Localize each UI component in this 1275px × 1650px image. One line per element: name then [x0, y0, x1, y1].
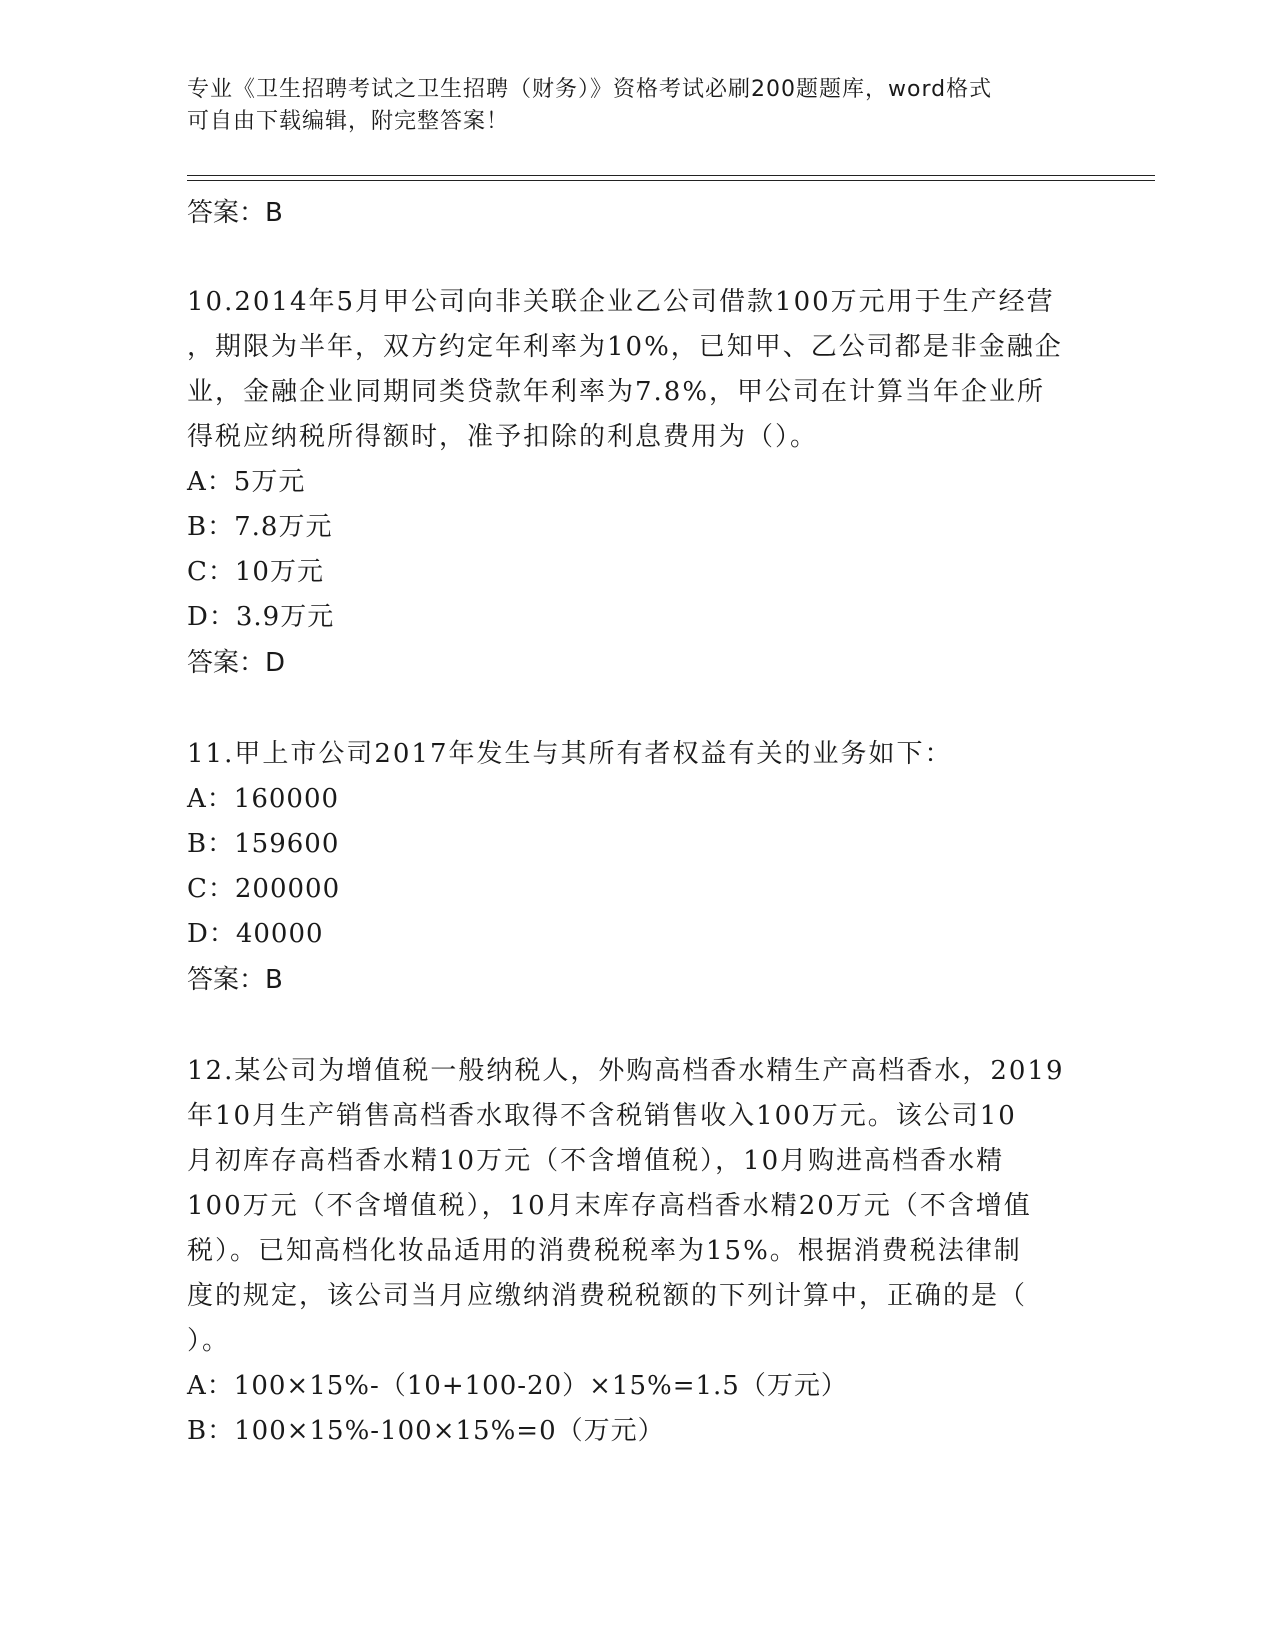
option-b: B：100×15%-100×15%=0（万元） — [187, 1416, 665, 1446]
option-b: B：7.8万元 — [187, 512, 333, 542]
option-a: A：160000 — [187, 784, 340, 814]
question-text-line: 年10月生产销售高档香水取得不含税销售收入100万元。该公司10 — [187, 1101, 1017, 1131]
document-header — [187, 74, 1067, 138]
question-text-line: 月初库存高档香水精10万元（不含增值税），10月购进高档香水精 — [187, 1146, 1005, 1176]
question-text-line: 税）。已知高档化妆品适用的消费税税率为15%。根据消费税法律制 — [187, 1236, 1022, 1266]
spacer — [187, 1003, 1087, 1049]
answer-line: 答案：B — [187, 198, 283, 228]
question-text-line: 12.某公司为增值税一般纳税人，外购高档香水精生产高档香水，2019 — [187, 1056, 1065, 1086]
question-text-line: 度的规定，该公司当月应缴纳消费税税额的下列计算中，正确的是（ — [187, 1281, 1028, 1311]
option-a: A：100×15%-（10+100-20）×15%=1.5（万元） — [187, 1371, 848, 1401]
answer-line: 答案：B — [187, 965, 283, 995]
question-text-line: 得税应纳税所得额时，准予扣除的利息费用为（）。 — [187, 422, 819, 452]
question-11 — [187, 732, 1087, 1003]
spacer — [187, 236, 1087, 280]
question-text-line: 业，金融企业同期同类贷款年利率为7.8%，甲公司在计算当年企业所 — [187, 377, 1046, 407]
option-d: D：3.9万元 — [187, 602, 335, 632]
header-line-2: 可自由下载编辑，附完整答案！ — [187, 109, 510, 134]
option-c: C：10万元 — [187, 557, 324, 587]
header-line-1: 专业《卫生招聘考试之卫生招聘（财务）》资格考试必刷200题题库，word格式 — [187, 77, 993, 102]
option-c: C：200000 — [187, 874, 341, 904]
header-rule-bottom — [187, 180, 1155, 181]
header-rule-top — [187, 175, 1155, 176]
spacer — [187, 686, 1087, 732]
question-text-line: ，期限为半年，双方约定年利率为10%，已知甲、乙公司都是非金融企 — [187, 332, 1063, 362]
question-10 — [187, 280, 1087, 686]
question-text-line: 10.2014年5月甲公司向非关联企业乙公司借款100万元用于生产经营 — [187, 287, 1055, 317]
answer-line: 答案：D — [187, 648, 286, 678]
option-b: B：159600 — [187, 829, 340, 859]
document-body — [187, 190, 1087, 1454]
question-text-line: 11.甲上市公司2017年发生与其所有者权益有关的业务如下： — [187, 739, 953, 769]
question-12 — [187, 1049, 1087, 1454]
question-text-line: ）。 — [187, 1326, 231, 1356]
option-a: A：5万元 — [187, 467, 306, 497]
option-d: D：40000 — [187, 919, 324, 949]
question-text-line: 100万元（不含增值税），10月末库存高档香水精20万元（不含增值 — [187, 1191, 1032, 1221]
